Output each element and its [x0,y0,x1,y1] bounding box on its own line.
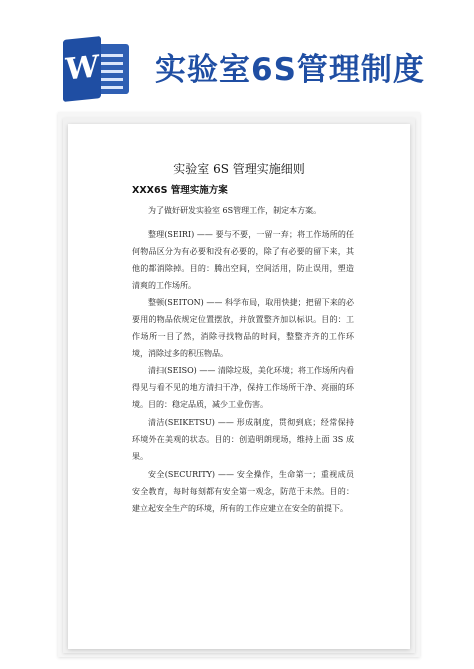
paragraph-seiton: 整顿(SEITON) —— 科学布局，取用快捷；把留下来的必要用的物品依规定位置摆放，并放置整齐加以标识。目的：工作场所一目了然，消除寻找物品的时间，整整齐齐的工作环境，消除过多的积压物品。 [132,298,354,358]
paragraph-security: 安全(SECURITY) —— 安全操作，生命第一；重视成员安全教育，每时每刻都有安全第一观念，防范于未然。目的：建立起安全生产的环境，所有的工作应建立在安全的前提下。 [132,470,354,513]
word-icon-badge: W [63,36,101,102]
page-title: 实验室6S管理制度 [155,52,425,88]
word-document-icon [63,38,131,100]
document-subtitle: XXX6S 管理实施方案 [132,185,228,196]
document-title: 实验室 6S 管理实施细则 [173,162,305,176]
paragraph-intro: 为了做好研发实验室 6S管理工作，制定本方案。 [148,206,322,215]
document-page [68,124,410,649]
paragraph-seiketsu: 清洁(SEIKETSU) —— 形成制度，贯彻到底；经常保持环境外在美观的状态。目的：创造明朗现场，维持上面 3S 成果。 [132,418,354,461]
paragraph-seiri: 整理(SEIRI) —— 要与不要，一留一弃；将工作场所的任何物品区分为有必要和没有必要的，除了有必要的留下来，其他的都消除掉。目的：腾出空间，空间活用，防止误用，塑造清爽的工作场所。 [132,230,354,290]
header [0,0,474,110]
paragraph-seiso: 清扫(SEISO) —— 清除垃圾，美化环境；将工作场所内看得见与看不见的地方清扫干净，保持工作场所干净、亮丽的环境。目的：稳定品质，减少工业伤害。 [132,366,354,409]
